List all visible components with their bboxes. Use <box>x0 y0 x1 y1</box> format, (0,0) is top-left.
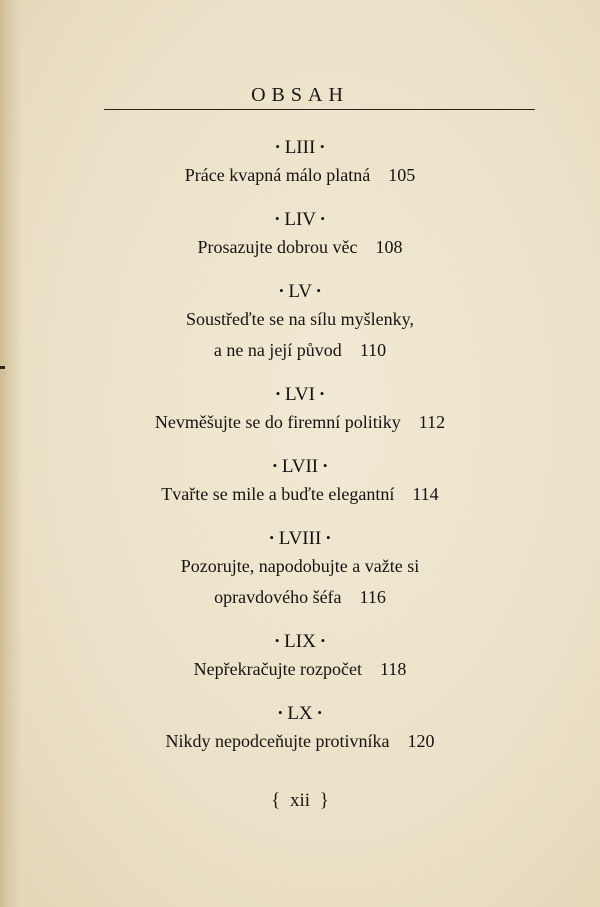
bullet-icon: • <box>326 530 331 545</box>
bullet-icon: • <box>316 283 321 298</box>
entry-spacer <box>0 263 600 278</box>
chapter-title-line <box>0 407 600 438</box>
chapter-numeral-text: LV <box>288 281 312 302</box>
bullet-icon: • <box>278 705 283 720</box>
toc-entry <box>0 700 600 757</box>
toc-entry <box>0 453 600 510</box>
toc-entry <box>0 381 600 438</box>
page-title: OBSAH <box>251 84 349 106</box>
chapter-page-number: 116 <box>359 587 386 607</box>
bullet-icon: • <box>272 458 278 473</box>
chapter-numeral <box>0 453 600 479</box>
bullet-icon: • <box>269 530 274 545</box>
toc-entry <box>0 278 600 366</box>
toc-entry <box>0 628 600 685</box>
table-of-contents <box>0 134 600 757</box>
entry-spacer <box>0 613 600 628</box>
chapter-numeral <box>0 278 600 304</box>
chapter-title-line <box>0 551 600 582</box>
chapter-numeral-text: LIII <box>284 137 316 158</box>
entry-spacer <box>0 438 600 453</box>
chapter-title-text: opravdového šéfa <box>214 587 342 607</box>
chapter-title-text: Nevměšujte se do firemní politiky <box>154 412 401 432</box>
chapter-page-number: 112 <box>418 412 446 432</box>
bullet-icon: • <box>275 139 280 154</box>
chapter-numeral <box>0 628 600 654</box>
bullet-icon: • <box>275 386 281 401</box>
chapter-page-number: 120 <box>407 731 435 751</box>
chapter-numeral-text: LIV <box>284 209 316 230</box>
toc-entry <box>0 525 600 613</box>
bullet-icon: • <box>319 386 325 401</box>
chapter-numeral <box>0 525 600 551</box>
chapter-title-text: Práce kvapná málo platná <box>184 165 371 185</box>
bullet-icon: • <box>274 633 280 648</box>
chapter-numeral <box>0 134 600 160</box>
entry-spacer <box>0 366 600 381</box>
chapter-page-number: 105 <box>388 165 416 185</box>
page-number-footer <box>0 790 600 812</box>
bullet-icon: • <box>320 633 326 648</box>
chapter-numeral-text: LVII <box>281 456 319 477</box>
entry-spacer <box>0 685 600 700</box>
header-rule <box>104 109 535 110</box>
close-brace: } <box>319 790 329 811</box>
chapter-title-line <box>0 304 600 335</box>
chapter-page-number: 118 <box>380 659 407 679</box>
chapter-page-number: 108 <box>375 237 403 257</box>
chapter-title-line <box>0 479 600 510</box>
chapter-title-text: Tvařte se mile a buďte elegantní <box>161 484 395 504</box>
chapter-title-text: a ne na její původ <box>213 340 342 360</box>
chapter-title-text: Prosazujte dobrou věc <box>197 237 358 257</box>
chapter-numeral-text: LVIII <box>278 528 322 549</box>
chapter-numeral-text: LVI <box>285 384 315 405</box>
chapter-title-line <box>0 582 600 613</box>
chapter-title-line <box>0 726 600 757</box>
chapter-title-line <box>0 335 600 366</box>
chapter-title-line <box>0 160 600 191</box>
bullet-icon: • <box>275 211 280 226</box>
chapter-numeral-text: LIX <box>284 631 316 652</box>
chapter-numeral <box>0 700 600 726</box>
bullet-icon: • <box>317 705 322 720</box>
toc-entry <box>0 206 600 263</box>
toc-entry <box>0 134 600 191</box>
page-number: xii <box>289 790 311 811</box>
chapter-page-number: 114 <box>412 484 439 504</box>
chapter-numeral <box>0 206 600 232</box>
chapter-page-number: 110 <box>359 340 387 360</box>
chapter-title-line <box>0 232 600 263</box>
bullet-icon: • <box>279 283 284 298</box>
chapter-title-text: Nikdy nepodceňujte protivníka <box>165 731 390 751</box>
chapter-numeral <box>0 381 600 407</box>
chapter-numeral-text: LX <box>287 703 313 724</box>
chapter-title-text: Pozorujte, napodobujte a važte si <box>180 556 420 576</box>
entry-spacer <box>0 191 600 206</box>
open-brace: { <box>271 790 281 811</box>
chapter-title-line <box>0 654 600 685</box>
bullet-icon: • <box>320 139 325 154</box>
bullet-icon: • <box>322 458 328 473</box>
entry-spacer <box>0 510 600 525</box>
chapter-title-text: Soustřeďte se na sílu myšlenky, <box>186 309 414 329</box>
bullet-icon: • <box>320 211 325 226</box>
chapter-title-text: Nepřekračujte rozpočet <box>193 659 363 679</box>
